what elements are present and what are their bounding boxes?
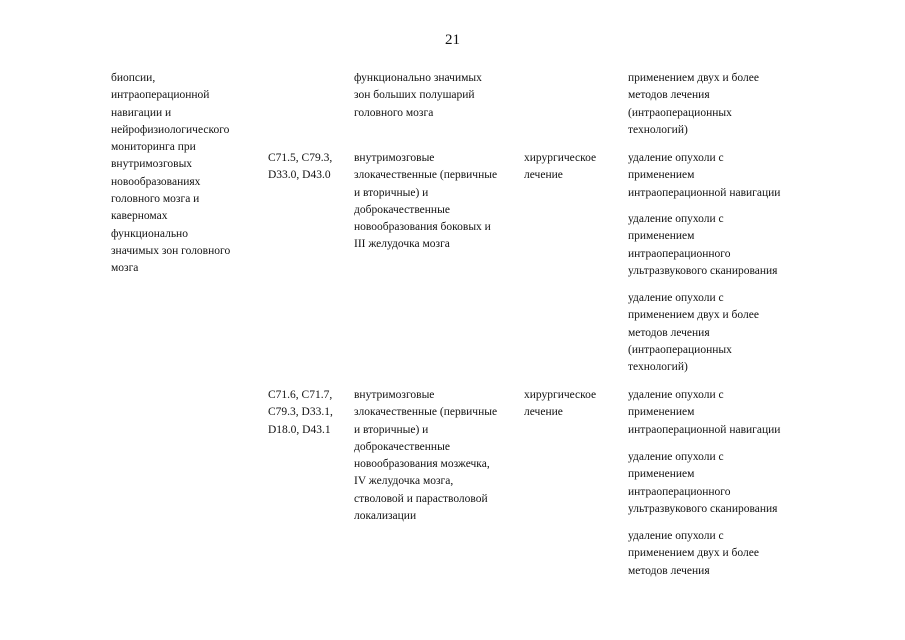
col1-continuation-text: биопсии, интраоперационной навигации и нейрофизиологического мониторинга при внутримозговых новообразованиях головного мозга и каверномах функционально значимых зон головного мозга xyxy=(111,72,231,275)
row2-treatment-type: хирургическое лечение xyxy=(524,389,597,419)
row2-diagnosis: внутримозговые злокачественные (первичные и вторичные) и доброкачественные новообразования мозжечка, IV желудочка мозга, стволовой и парастволовой локализации xyxy=(354,389,498,523)
row2-icd-codes: C71.6, C71.7, C79.3, D33.1, D18.0, D43.1 xyxy=(268,389,333,436)
row1-treatment-type: хирургическое лечение xyxy=(524,152,597,182)
row2-method-2: удаление опухоли с применением интраоперационного ультразвукового сканирования xyxy=(628,451,778,515)
row1-method-3: удаление опухоли с применением двух и более методов лечения (интраоперационных технологий) xyxy=(628,292,759,374)
row2-method-1: удаление опухоли с применением интраоперационной навигации xyxy=(628,389,781,436)
row2-method-3: удаление опухоли с применением двух и более методов лечения xyxy=(628,530,759,577)
row0-diagnosis: функционально значимых зон больших полушарий головного мозга xyxy=(354,72,482,119)
row1-method-2: удаление опухоли с применением интраоперационного ультразвукового сканирования xyxy=(628,213,778,277)
page-number: 21 xyxy=(445,32,460,48)
row1-icd-codes: C71.5, C79.3, D33.0, D43.0 xyxy=(268,152,333,182)
row1-method-1: удаление опухоли с применением интраоперационной навигации xyxy=(628,152,781,199)
row0-method-1: применением двух и более методов лечения (интраоперационных технологий) xyxy=(628,72,759,136)
row1-diagnosis: внутримозговые злокачественные (первичные и вторичные) и доброкачественные новообразования боковых и III желудочка мозга xyxy=(354,152,498,251)
